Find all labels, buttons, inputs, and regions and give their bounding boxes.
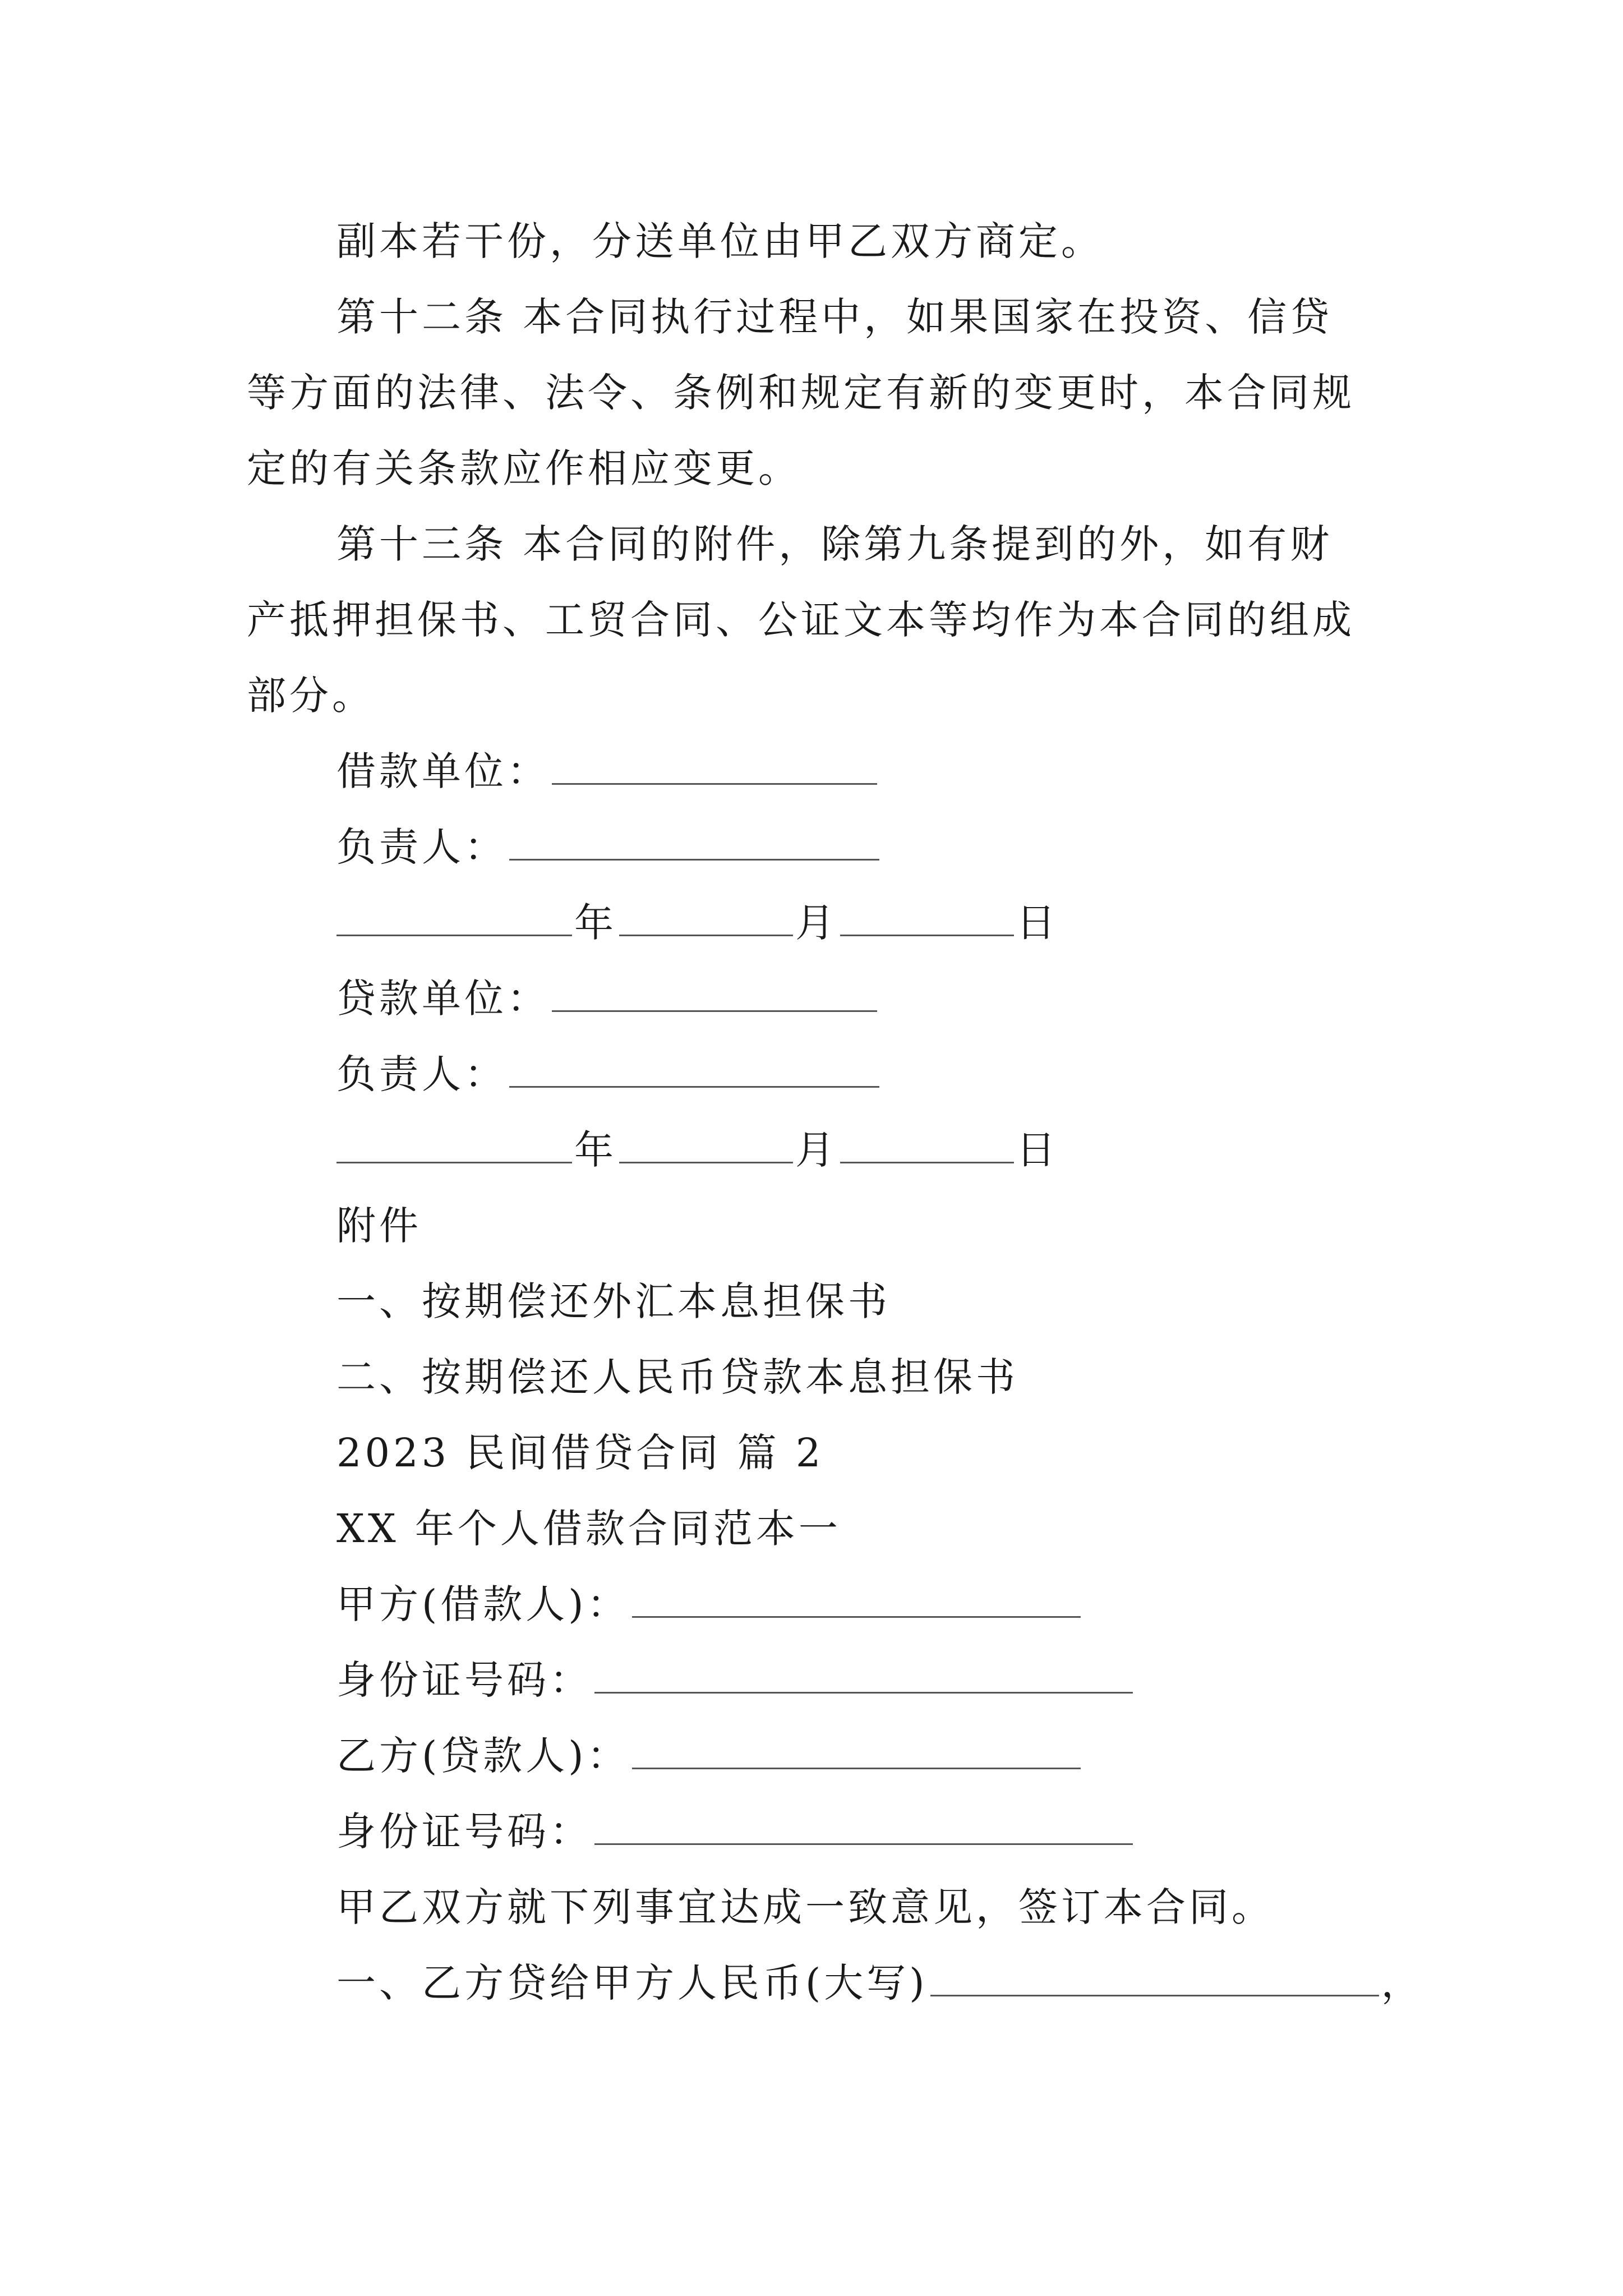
month-label: 月 bbox=[795, 900, 838, 946]
clause-1-text: 一、乙方贷给甲方人民币(大写) bbox=[336, 1960, 928, 2006]
borrower-unit-row bbox=[336, 743, 879, 799]
paragraph-line: 产抵押担保书、工贸合同、公证文本等均作为本合同的组成 bbox=[247, 597, 1355, 643]
lender-head-row bbox=[336, 1046, 882, 1102]
lender-unit-blank[interactable] bbox=[552, 977, 877, 1012]
day-blank[interactable] bbox=[840, 1128, 1014, 1163]
agreement-text: 甲乙双方就下列事宜达成一致意见，签订本合同。 bbox=[336, 1884, 1274, 1930]
month-blank[interactable] bbox=[619, 1128, 793, 1163]
paragraph-line: 第十三条 本合同的附件，除第九条提到的外，如有财 bbox=[336, 521, 1333, 567]
borrower-unit-label: 借款单位： bbox=[336, 748, 550, 794]
day-blank[interactable] bbox=[840, 901, 1014, 936]
party-b-row bbox=[336, 1728, 1083, 1784]
year-label: 年 bbox=[574, 900, 617, 946]
month-blank[interactable] bbox=[619, 901, 793, 936]
party-b-id-blank[interactable] bbox=[594, 1810, 1133, 1845]
party-a-id-blank[interactable] bbox=[594, 1658, 1133, 1694]
lender-head-blank[interactable] bbox=[509, 1052, 879, 1088]
borrower-head-blank[interactable] bbox=[509, 825, 879, 861]
day-label: 日 bbox=[1016, 900, 1059, 946]
day-label: 日 bbox=[1016, 1127, 1059, 1173]
lender-unit-label: 贷款单位： bbox=[336, 976, 550, 1022]
party-a-blank[interactable] bbox=[632, 1582, 1081, 1618]
borrower-date-row bbox=[336, 895, 1059, 951]
amount-blank[interactable] bbox=[930, 1961, 1379, 1996]
year-blank[interactable] bbox=[336, 1128, 572, 1163]
month-label: 月 bbox=[795, 1127, 838, 1173]
paragraph-line: 定的有关条款应作相应变更。 bbox=[247, 445, 801, 491]
borrower-head-row bbox=[336, 819, 882, 875]
section-heading: 2023 民间借贷合同 篇 2 bbox=[336, 1430, 824, 1476]
clause-1-comma: ， bbox=[1381, 1960, 1424, 2006]
party-a-id-label: 身份证号码： bbox=[336, 1657, 592, 1703]
year-blank[interactable] bbox=[336, 901, 572, 936]
lender-date-row bbox=[336, 1122, 1059, 1178]
party-b-id-row bbox=[336, 1803, 1135, 1860]
lender-head-label: 负责人： bbox=[336, 1051, 507, 1097]
paragraph-line: 等方面的法律、法令、条例和规定有新的变更时，本合同规 bbox=[247, 370, 1355, 416]
party-b-label: 乙方(贷款人)： bbox=[336, 1733, 630, 1779]
lender-unit-row bbox=[336, 970, 879, 1027]
clause-1-row bbox=[336, 1955, 1424, 2011]
attachments-title: 附件 bbox=[336, 1203, 422, 1249]
paragraph-line: 第十二条 本合同执行过程中，如果国家在投资、信贷 bbox=[336, 294, 1333, 340]
paragraph-line: 副本若干份，分送单位由甲乙双方商定。 bbox=[336, 218, 1104, 264]
party-a-row bbox=[336, 1576, 1083, 1632]
paragraph-line: 部分。 bbox=[247, 673, 375, 719]
party-b-blank[interactable] bbox=[632, 1734, 1081, 1769]
party-a-label: 甲方(借款人)： bbox=[336, 1581, 630, 1627]
section-subheading: XX 年个人借款合同范本一 bbox=[336, 1506, 841, 1552]
borrower-head-label: 负责人： bbox=[336, 824, 507, 870]
attachment-item: 一、按期偿还外汇本息担保书 bbox=[336, 1278, 891, 1324]
borrower-unit-blank[interactable] bbox=[552, 749, 877, 785]
year-label: 年 bbox=[574, 1127, 617, 1173]
attachment-item: 二、按期偿还人民币贷款本息担保书 bbox=[336, 1354, 1018, 1400]
party-b-id-label: 身份证号码： bbox=[336, 1809, 592, 1855]
party-a-id-row bbox=[336, 1652, 1135, 1708]
